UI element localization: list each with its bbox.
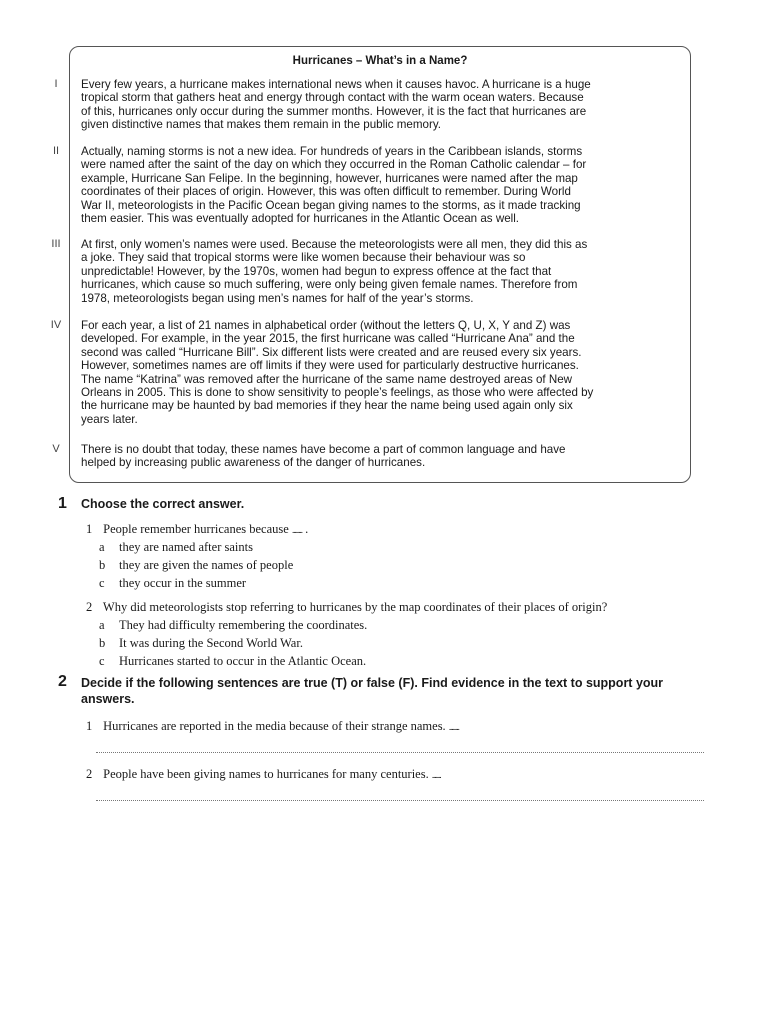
question-text: People remember hurricanes because (103, 522, 289, 536)
option-text: They had difficulty remembering the coordinates. (119, 618, 368, 632)
question-text: Why did meteorologists stop referring to hurricanes by the map coordinates of their places of origin? (102, 600, 608, 614)
true-false-blank[interactable]: ....... (431, 770, 441, 780)
question (86, 521, 308, 538)
paragraph-number: V (52, 443, 60, 455)
statement-text: People have been giving names to hurricanes for many centuries. (103, 767, 429, 781)
answer-blank[interactable]: ........ (291, 525, 302, 535)
paragraph-line: years later. (81, 412, 138, 426)
exercise-number: 2 (58, 673, 67, 690)
paragraph-line: developed. For example, in the year 2015, the first hurricane was called “Hurricane Ana” and the (81, 332, 575, 346)
exercise-number: 1 (58, 495, 67, 512)
paragraph-line: unpredictable! However, by the 1970s, women had begun to express offence at the fact that (81, 264, 552, 278)
option-letter: a (99, 618, 105, 632)
paragraph-line: hurricanes, which cause so much suffering, were only being given female names. Therefore from (81, 278, 578, 292)
paragraph-line: There is no doubt that today, these names have become a part of common language and have (81, 443, 566, 456)
statement (86, 718, 459, 735)
paragraph-line: example, Hurricane San Felipe. In the beginning, however, hurricanes were named after the map (81, 171, 578, 185)
option-letter: a (99, 540, 105, 554)
paragraph-4 (81, 319, 681, 426)
paragraph-number: II (52, 145, 60, 157)
exercise-instruction: Decide if the following sentences are true (T) or false (F). Find evidence in the text to support your answers. (81, 676, 664, 706)
question-number: 2 (86, 600, 93, 614)
option-letter: b (99, 558, 106, 572)
paragraph-number: IV (50, 319, 62, 331)
paragraph-number: I (54, 78, 58, 90)
option-letter: c (99, 654, 105, 668)
option-text: It was during the Second World War. (119, 636, 303, 650)
evidence-answer-line[interactable] (96, 752, 704, 753)
paragraph-line: For each year, a list of 21 names in alphabetical order (without the letters Q, U, X, Y and Z) was (81, 319, 571, 332)
answer-option[interactable] (99, 539, 253, 555)
option-text: Hurricanes started to occur in the Atlantic Ocean. (119, 654, 367, 668)
option-text: they occur in the summer (119, 576, 247, 590)
paragraph-line: were named after the saint of the day on which they occurred in the Roman Catholic calendar – for (81, 158, 587, 172)
paragraph-3 (81, 238, 681, 305)
paragraph-line: coordinates of their places of origin. However, this was often difficult to remember. During World (81, 185, 571, 199)
paragraph-line: the hurricane may be haunted by bad memories if they hear the name being used again only six (81, 399, 573, 413)
statement-number: 2 (86, 767, 93, 781)
paragraph-line: tropical storm that gathers heat and energy through contact with the warm ocean waters. Because (81, 91, 584, 105)
option-text: they are given the names of people (119, 558, 294, 572)
statement-text: Hurricanes are reported in the media because of their strange names. (103, 719, 446, 733)
paragraph-line: Actually, naming storms is not a new idea. For hundreds of years in the Caribbean islands, storms (81, 145, 583, 158)
true-false-blank[interactable]: ........ (448, 722, 459, 732)
paragraph-line: given distinctive names that makes them remain in the public memory. (81, 118, 441, 132)
paragraph-5 (81, 443, 681, 470)
paragraph-line: Orleans in 2005. This is done to show sensitivity to people’s feelings, as those who were affected by (81, 386, 594, 400)
answer-option[interactable] (99, 635, 303, 651)
paragraph-line: helped by increasing public awareness of the danger of hurricanes. (81, 456, 426, 470)
paragraph-line: Every few years, a hurricane makes international news when it causes havoc. A hurricane is a huge (81, 78, 591, 91)
paragraph-line: second was called “Hurricane Bill”. Six different lists were created and are reused every six years. (81, 345, 582, 359)
paragraph-1 (81, 78, 681, 132)
answer-option[interactable] (99, 653, 366, 669)
paragraph-line: However, sometimes names are off limits if they were used for particularly destructive hurricanes. (81, 359, 579, 373)
paragraph-line: 1978, meteorologists began using men’s names for half of the year’s storms. (81, 291, 474, 305)
exercise-instruction: Choose the correct answer. (81, 497, 245, 511)
statement-number: 1 (86, 719, 93, 733)
question-number: 1 (86, 522, 93, 536)
paragraph-line: them easier. This was eventually adopted for hurricanes in the Atlantic Ocean as well. (81, 212, 520, 226)
statement (86, 766, 441, 783)
option-text: they are named after saints (119, 540, 253, 554)
paragraph-line: of this, hurricanes only occur during the summer months. However, it is the fact that hurricanes are (81, 104, 587, 118)
question (86, 599, 607, 615)
question-punctuation: . (301, 522, 309, 536)
option-letter: c (99, 576, 105, 590)
reading-title: Hurricanes – What’s in a Name? (292, 55, 468, 67)
evidence-answer-line[interactable] (96, 800, 704, 801)
paragraph-2 (81, 145, 681, 225)
paragraph-line: At first, only women’s names were used. Because the meteorologists were all men, they did this as (81, 238, 588, 251)
answer-option[interactable] (99, 575, 246, 591)
paragraph-line: The name “Katrina” was removed after the hurricane of the same name destroyed areas of New (81, 372, 573, 386)
option-letter: b (99, 636, 106, 650)
paragraph-line: a joke. They said that tropical storms were like women because their behaviour was so (81, 251, 526, 265)
paragraph-line: War II, meteorologists in the Pacific Ocean began giving names to the storms, as it made tracking (81, 198, 581, 212)
paragraph-number: III (51, 238, 61, 250)
answer-option[interactable] (99, 557, 293, 573)
answer-option[interactable] (99, 617, 367, 633)
